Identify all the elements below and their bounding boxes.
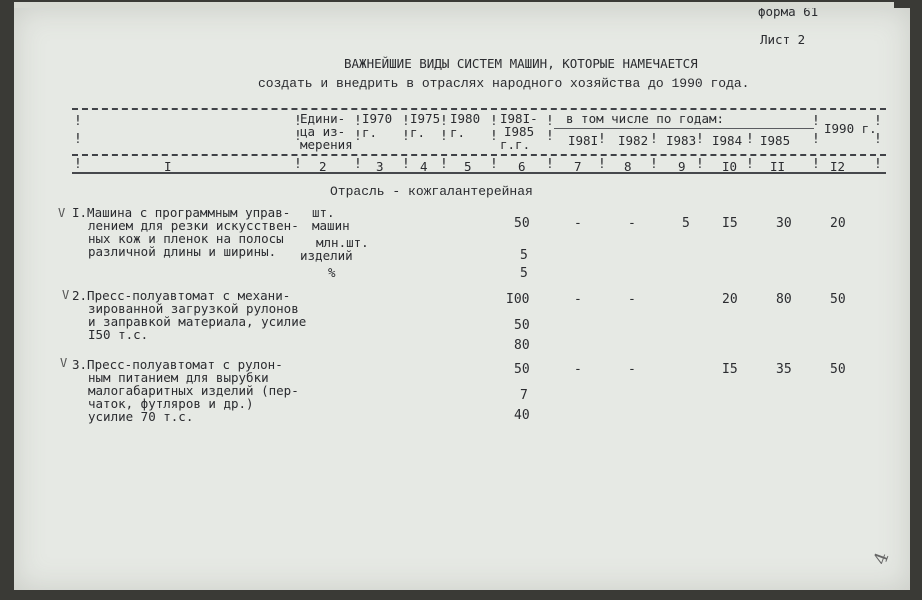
colnum-7: 7 [574, 159, 582, 174]
item-2-c12: 50 [830, 292, 846, 307]
header-1975: I975 г. [410, 111, 441, 140]
header-mid-rule [72, 154, 886, 156]
header-1990: I990 г. [824, 121, 877, 136]
item-3-c6-a: 50 [514, 362, 530, 377]
item-3-c7: - [574, 362, 582, 377]
item-1-text-4: различной длины и ширины. [88, 244, 277, 259]
item-1-c6-a: 50 [514, 216, 530, 231]
years-sub-rule [554, 128, 814, 129]
item-3-text-2: ным питанием для вырубки [88, 370, 269, 385]
item-1-unit-3: млн.шт. [316, 235, 369, 250]
item-2-check-mark: V [62, 288, 70, 302]
section-title: Отрасль - кожгалантерейная [330, 184, 533, 199]
item-1-unit-4: изделий [300, 248, 353, 263]
item-1-unit-2: машин [312, 218, 350, 233]
item-3-text-5: усилие 70 т.с. [88, 409, 194, 424]
colnum-2: 2 [319, 159, 327, 174]
title-line-2: создать и внедрить в отраслях народного хозяйства до 1990 года. [258, 76, 750, 91]
header-1970: I970 г. [362, 111, 393, 140]
item-3-c6-b: 7 [520, 388, 528, 403]
item-3-text-1: 3.Пресс-полуавтомат с рулон- [72, 357, 283, 372]
item-2-c6-b: 50 [514, 318, 530, 333]
header-year-1984: I984 [712, 133, 743, 148]
item-1-c11: 30 [776, 216, 792, 231]
item-1-c7: - [574, 216, 582, 231]
colnum-9: 9 [678, 159, 686, 174]
item-2-c8: - [628, 292, 636, 307]
item-1-text-1: I.Машина с программным управ- [72, 205, 291, 220]
header-year-1982: I982 [618, 133, 649, 148]
header-1980: I980 г. [450, 111, 481, 140]
item-2-c10: 20 [722, 292, 738, 307]
colnum-8: 8 [624, 159, 632, 174]
item-3-check-mark: V [60, 356, 68, 370]
item-2-text-2: зированной загрузкой рулонов [88, 301, 299, 316]
item-1-unit-5: % [328, 265, 336, 280]
header-1981-85-2: I985 [504, 124, 535, 139]
colnum-5: 5 [464, 159, 472, 174]
colnum-12: I2 [830, 159, 846, 174]
colnum-10: I0 [722, 159, 738, 174]
colnum-6: 6 [518, 159, 526, 174]
header-top-rule [72, 108, 886, 110]
item-1-c10: I5 [722, 216, 738, 231]
item-1-text-3: ных кож и пленок на полосы [88, 231, 284, 246]
sheet-number: Лист 2 [760, 32, 806, 47]
header-year-1985: I985 [760, 133, 791, 148]
item-3-c10: I5 [722, 362, 738, 377]
item-3-c12: 50 [830, 362, 846, 377]
item-1-unit-1: шт. [312, 205, 335, 220]
item-3-text-4: чаток, футляров и др.) [88, 396, 254, 411]
document-sheet: форма 61 Лист 2 ВАЖНЕЙШИЕ ВИДЫ СИСТЕМ МАШИН, КОТОРЫЕ НАМЕЧАЕТСЯ создать и внедрить в отраслях народного хозяйства до 1990 года. ! ! ! ! ! ! ! ! ! ! ! ! ! ! ! ! ! ! ! ! ! ! ! ! ! ! ! ! ! ! ! ! ! ! ! Едини- ца из- мерения I970 г. I975 г. I980 г. I98I- I985 г.г. в том числе по годам: I98I I982 I983 I984 I985 I990 г. I 2 3 4 5 6 7 8 9 I0 II I2 Отрасль - кожгалантерейная V I.Машина с программным управ- лением для резки искусствен- ных кож и пленок на полосы различной длины и ширины. шт. машин млн.шт. изделий % 50 5 5 - - 5 I5 30 20 V 2.Пресс-полуавтомат с механи- зированной загрузкой рулонов и заправкой материала, усилие I50 т.с. I00 50 80 - - 20 80 50 V 3.Пресс-полуавтомат с рулон- ным питанием для вырубки малогабаритных изделий (пер- чаток, футляров и др.) усилие 70 т.с. 50 7 40 - - I5 35 50 4 [14, 8, 910, 590]
item-1-c6-b: 5 [520, 248, 528, 263]
colnum-1: I [164, 159, 172, 174]
item-1-c6-c: 5 [520, 266, 528, 281]
colnum-4: 4 [420, 159, 428, 174]
form-number: форма 61 [758, 8, 819, 19]
header-1981-85-1: I98I- [500, 111, 538, 126]
item-2-c11: 80 [776, 292, 792, 307]
header-1981-85-3: г.г. [500, 137, 531, 152]
item-1-check-mark: V [58, 206, 66, 220]
header-bottom-rule [72, 172, 886, 174]
item-2-text-1: 2.Пресс-полуавтомат с механи- [72, 288, 291, 303]
item-2-c7: - [574, 292, 582, 307]
item-2-c6-a: I00 [506, 292, 530, 307]
handwritten-page-mark: 4 [869, 549, 894, 568]
header-unit-2: ца из- [300, 124, 346, 139]
item-3-text-3: малогабаритных изделий (пер- [88, 383, 299, 398]
item-1-c8: - [628, 216, 636, 231]
item-2-text-4: I50 т.с. [88, 327, 149, 342]
header-year-1983: I983 [666, 133, 697, 148]
item-2-text-3: и заправкой материала, усилие [88, 314, 307, 329]
item-1-c12: 20 [830, 216, 846, 231]
title-line-1: ВАЖНЕЙШИЕ ВИДЫ СИСТЕМ МАШИН, КОТОРЫЕ НАМЕЧАЕТСЯ [344, 56, 698, 71]
header-unit-3: мерения [300, 137, 353, 152]
item-2-c6-c: 80 [514, 338, 530, 353]
item-3-c8: - [628, 362, 636, 377]
header-unit-1: Едини- [300, 111, 346, 126]
header-by-years: в том числе по годам: [566, 111, 725, 126]
header-year-1981: I98I [568, 133, 599, 148]
colnum-11: II [770, 159, 786, 174]
item-3-c6-c: 40 [514, 408, 530, 423]
colnum-3: 3 [376, 159, 384, 174]
item-3-c11: 35 [776, 362, 792, 377]
item-1-c9: 5 [682, 216, 690, 231]
item-1-text-2: лением для резки искусствен- [88, 218, 299, 233]
